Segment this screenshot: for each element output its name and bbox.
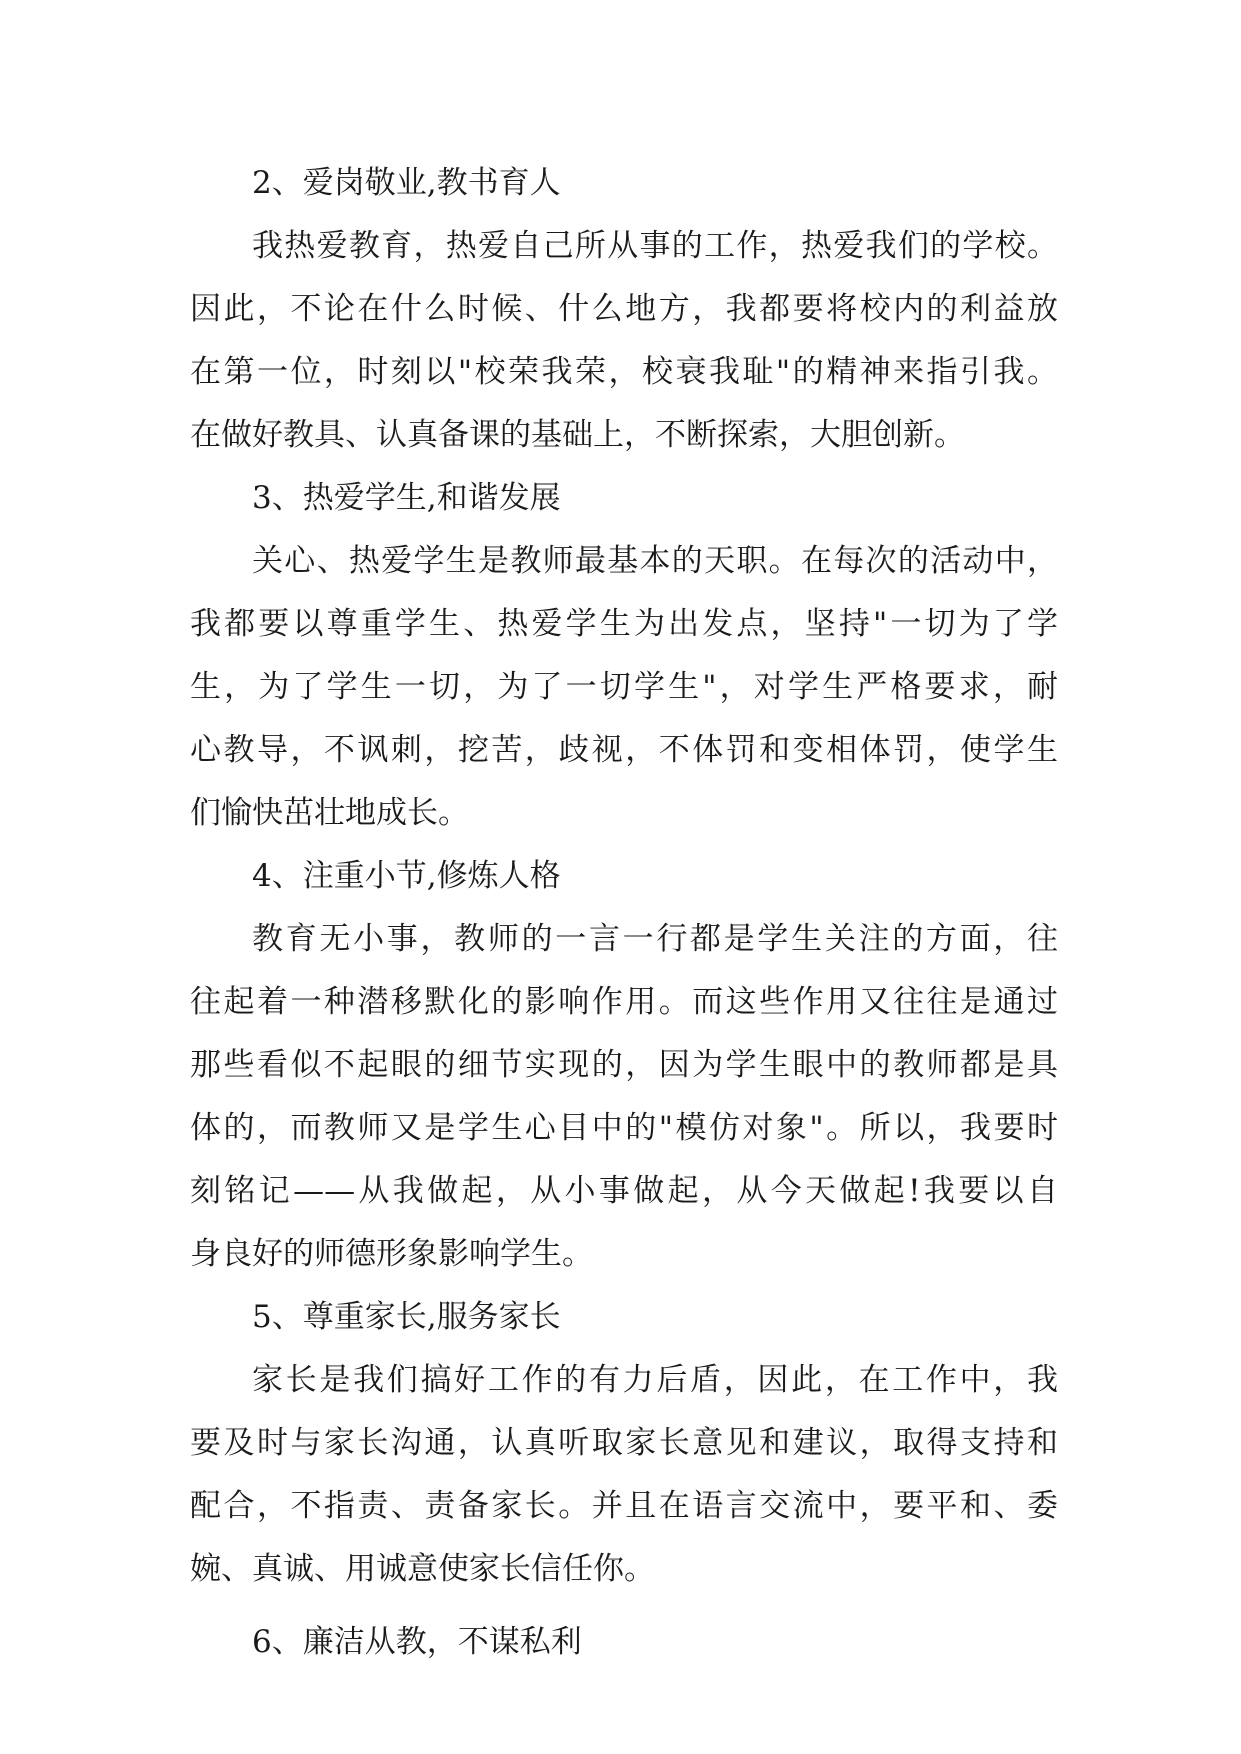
section-heading: 3、热爱学生,和谐发展 bbox=[252, 480, 561, 516]
paragraph-line: 刻铭记——从我做起，从小事做起，从今天做起!我要以自 bbox=[190, 1173, 1058, 1209]
paragraph-line: 身良好的师德形象影响学生。 bbox=[190, 1236, 593, 1272]
paragraph-line: 配合，不指责、责备家长。并且在语言交流中，要平和、委 bbox=[190, 1488, 1058, 1524]
paragraph-line: 关心、热爱学生是教师最基本的天职。在每次的活动中， bbox=[252, 543, 1058, 579]
paragraph-line: 我热爱教育，热爱自己所从事的工作，热爱我们的学校。 bbox=[252, 228, 1058, 264]
section-heading: 5、尊重家长,服务家长 bbox=[252, 1299, 561, 1335]
paragraph-line: 要及时与家长沟通，认真听取家长意见和建议，取得支持和 bbox=[190, 1425, 1058, 1461]
paragraph-line: 体的，而教师又是学生心目中的"模仿对象"。所以，我要时 bbox=[190, 1110, 1058, 1146]
paragraph-line: 我都要以尊重学生、热爱学生为出发点，坚持"一切为了学 bbox=[190, 606, 1058, 642]
paragraph-line: 教育无小事，教师的一言一行都是学生关注的方面，往 bbox=[252, 921, 1058, 957]
section-heading: 2、爱岗敬业,教书育人 bbox=[252, 165, 561, 201]
paragraph-line: 因此，不论在什么时候、什么地方，我都要将校内的利益放 bbox=[190, 291, 1058, 327]
section-gap bbox=[190, 1601, 1058, 1611]
paragraph-line: 往起着一种潜移默化的影响作用。而这些作用又往往是通过 bbox=[190, 984, 1058, 1020]
paragraph-line: 心教导，不讽刺，挖苦，歧视，不体罚和变相体罚，使学生 bbox=[190, 732, 1058, 768]
paragraph-line: 婉、真诚、用诚意使家长信任你。 bbox=[190, 1551, 655, 1587]
paragraph-line: 们愉快茁壮地成长。 bbox=[190, 795, 469, 831]
paragraph-line: 家长是我们搞好工作的有力后盾，因此，在工作中，我 bbox=[252, 1362, 1058, 1398]
paragraph-line: 生，为了学生一切，为了一切学生"，对学生严格要求，耐 bbox=[190, 669, 1058, 705]
paragraph-line: 在做好教具、认真备课的基础上，不断探索，大胆创新。 bbox=[190, 417, 965, 453]
section-heading: 6、廉洁从教，不谋私利 bbox=[252, 1624, 582, 1660]
paragraph-line: 在第一位，时刻以"校荣我荣，校衰我耻"的精神来指引我。 bbox=[190, 354, 1058, 390]
paragraph-line: 那些看似不起眼的细节实现的，因为学生眼中的教师都是具 bbox=[190, 1047, 1058, 1083]
document-page bbox=[190, 152, 1058, 1674]
section-heading: 4、注重小节,修炼人格 bbox=[252, 858, 561, 894]
